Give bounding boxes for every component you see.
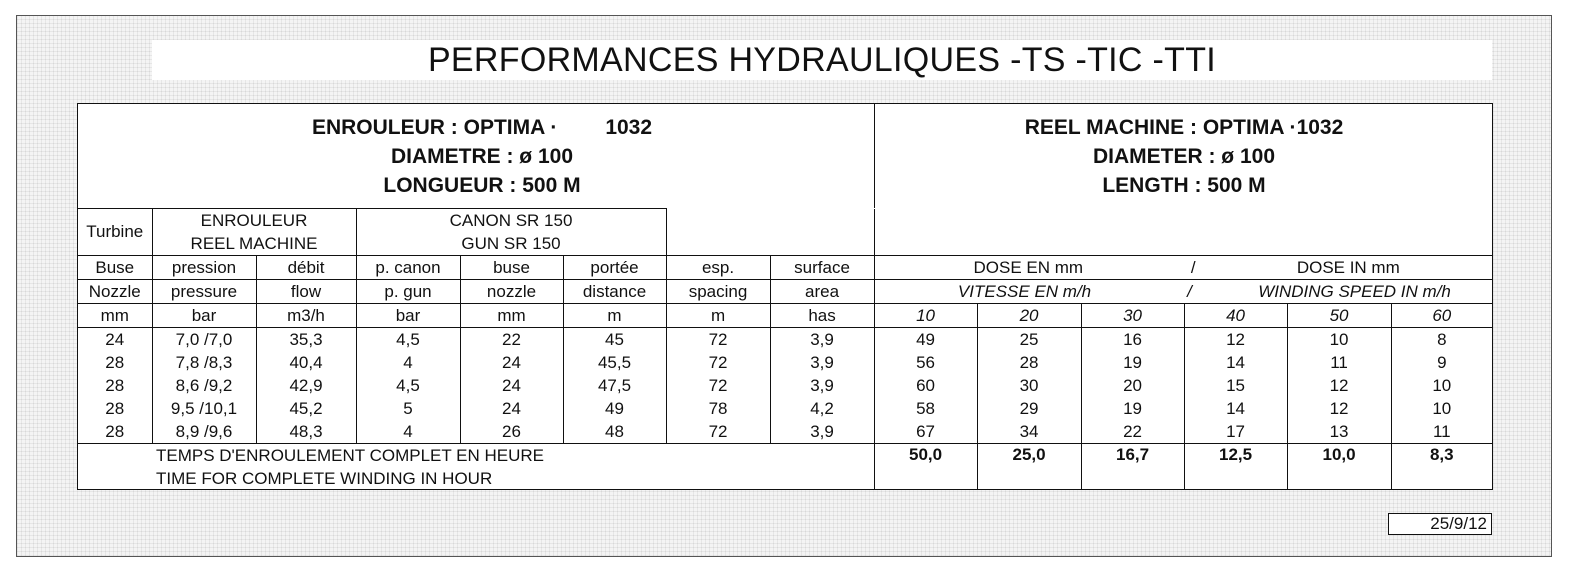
time-5: 8,3: [1391, 444, 1492, 491]
gun-header-fr: CANON SR 150: [356, 209, 666, 233]
time-2: 16,7: [1081, 444, 1184, 491]
gun-header-en: GUN SR 150: [356, 232, 666, 256]
time-1: 25,0: [977, 444, 1081, 491]
cell: 10: [1432, 375, 1452, 395]
footer-row: [78, 444, 1492, 468]
cell: 60: [874, 374, 977, 397]
table-row: [78, 351, 1492, 374]
cell: 24: [460, 397, 563, 420]
columns-fr-row: [78, 256, 1492, 280]
col-en-2: flow: [256, 280, 356, 304]
cell: 12: [1287, 374, 1391, 397]
cell: 11: [1287, 351, 1391, 374]
cell: 24: [460, 351, 563, 374]
cell: 7,0 /7,0: [152, 328, 256, 352]
reel-header-en: REEL MACHINE: [152, 232, 356, 256]
cell: 8,6 /9,2: [152, 374, 256, 397]
cell: 14: [1184, 351, 1287, 374]
cell: 40,4: [256, 351, 356, 374]
cell: 28: [78, 397, 152, 420]
cell: 48: [563, 420, 666, 444]
unit-0: mm: [78, 304, 152, 328]
cell: 28: [78, 351, 152, 374]
machine-model-fr: 1032: [605, 115, 653, 139]
cell: 4: [356, 351, 460, 374]
diameter-fr: DIAMETRE : ø 100: [390, 144, 574, 168]
col-en-1: pressure: [152, 280, 256, 304]
cell: 22: [460, 328, 563, 352]
cell: 22: [1081, 420, 1184, 444]
table-row: [78, 420, 1492, 444]
cell: 4,5: [356, 328, 460, 352]
cell: 72: [666, 328, 770, 352]
time-0: 50,0: [874, 444, 977, 491]
cell: 8,9 /9,6: [152, 420, 256, 444]
speed-5: 60: [1391, 304, 1492, 328]
table-row: [78, 374, 1492, 397]
reel-header-fr: ENROULEUR: [152, 209, 356, 233]
cell: 42,9: [256, 374, 356, 397]
page-title: [152, 40, 1492, 80]
speed-3: 40: [1184, 304, 1287, 328]
cell: 19: [1081, 397, 1184, 420]
col-en-6: spacing: [666, 280, 770, 304]
length-en: LENGTH : 500 M: [1102, 173, 1266, 197]
cell: 28: [78, 420, 152, 444]
dose-header: [874, 256, 1492, 280]
header-french: [78, 104, 874, 208]
cell: 4,5: [356, 374, 460, 397]
cell: 67: [874, 420, 977, 444]
cell: 26: [460, 420, 563, 444]
cell: 14: [1184, 397, 1287, 420]
cell: 3,9: [770, 328, 874, 352]
col-en-0: Nozzle: [78, 280, 152, 304]
unit-7: has: [770, 304, 874, 328]
col-en-3: p. gun: [356, 280, 460, 304]
unit-6: m: [666, 304, 770, 328]
unit-5: m: [563, 304, 666, 328]
speed-4: 50: [1287, 304, 1391, 328]
speed-fr: VITESSE EN m/h: [957, 281, 1092, 301]
cell: 3,9: [770, 420, 874, 444]
cell: 7,8 /8,3: [152, 351, 256, 374]
footer-label-en: TIME FOR COMPLETE WINDING IN HOUR: [156, 468, 493, 488]
col-fr-5: portée: [563, 256, 666, 280]
cell: 17: [1184, 420, 1287, 444]
cell: 28: [977, 351, 1081, 374]
dose-fr: DOSE EN mm: [973, 257, 1084, 277]
cell: 58: [874, 397, 977, 420]
cell: 30: [977, 374, 1081, 397]
footer-label-fr: TEMPS D'ENROULEMENT COMPLET EN HEURE: [78, 444, 874, 468]
col-fr-6: esp.: [666, 256, 770, 280]
cell: 47,5: [563, 374, 666, 397]
cell: 4: [356, 420, 460, 444]
cell: 56: [874, 351, 977, 374]
header-english: [874, 104, 1493, 208]
cell: 45: [563, 328, 666, 352]
speed-0: 10: [874, 304, 977, 328]
speed-1: 20: [977, 304, 1081, 328]
cell: 45,2: [256, 397, 356, 420]
cell: 20: [1081, 374, 1184, 397]
col-fr-1: pression: [152, 256, 256, 280]
machine-label-en: REEL MACHINE : OPTIMA ·: [1024, 115, 1297, 139]
cell: 24: [460, 374, 563, 397]
performance-table: [78, 208, 1492, 490]
cell: 12: [1287, 397, 1391, 420]
col-fr-2: débit: [256, 256, 356, 280]
cell: 10: [1432, 398, 1452, 418]
columns-en-row: [78, 280, 1492, 304]
unit-2: m3/h: [256, 304, 356, 328]
cell: 11: [1432, 421, 1451, 441]
cell: 28: [78, 374, 152, 397]
cell: 49: [563, 397, 666, 420]
cell: 16: [1081, 328, 1184, 352]
col-en-7: area: [770, 280, 874, 304]
col-en-5: distance: [563, 280, 666, 304]
machine-line-en: [1025, 113, 1344, 142]
cell: 45,5: [563, 351, 666, 374]
turbine-header: Turbine: [78, 209, 152, 256]
unit-3: bar: [356, 304, 460, 328]
date-stamp: 25/9/12: [1388, 513, 1492, 535]
cell: 9: [1437, 352, 1447, 372]
length-fr: LONGUEUR : 500 M: [383, 173, 581, 197]
machine-label-fr: ENROULEUR : OPTIMA ·: [311, 115, 558, 139]
col-en-4: nozzle: [460, 280, 563, 304]
cell: 24: [78, 328, 152, 352]
dose-sep: /: [1190, 257, 1196, 277]
cell: 15: [1184, 374, 1287, 397]
col-fr-4: buse: [460, 256, 563, 280]
title-text: PERFORMANCES HYDRAULIQUES -TS -TIC -TTI: [427, 40, 1217, 79]
cell: 3,9: [770, 351, 874, 374]
cell: 34: [977, 420, 1081, 444]
cell: 8: [1391, 328, 1492, 352]
diameter-en: DIAMETER : ø 100: [1092, 144, 1276, 168]
cell: 3,9: [770, 374, 874, 397]
col-fr-3: p. canon: [356, 256, 460, 280]
empty-dose-header: [874, 209, 1492, 256]
units-row: [78, 304, 1492, 328]
unit-1: bar: [152, 304, 256, 328]
machine-model-en: 1032: [1296, 115, 1344, 139]
cell: 72: [666, 374, 770, 397]
cell: 29: [977, 397, 1081, 420]
time-3: 12,5: [1184, 444, 1287, 491]
cell: 72: [666, 351, 770, 374]
performance-sheet: [77, 103, 1493, 490]
speed-sep: /: [1187, 281, 1192, 301]
cell: 13: [1287, 420, 1391, 444]
cell: 49: [874, 328, 977, 352]
time-4: 10,0: [1287, 444, 1391, 491]
table-row: [78, 328, 1492, 352]
speed-header: [874, 280, 1492, 304]
cell: 35,3: [256, 328, 356, 352]
cell: 12: [1184, 328, 1287, 352]
speed-2: 30: [1081, 304, 1184, 328]
cell: 72: [666, 420, 770, 444]
cell: 48,3: [256, 420, 356, 444]
cell: 9,5 /10,1: [152, 397, 256, 420]
unit-4: mm: [460, 304, 563, 328]
empty-header-cell: [666, 209, 874, 256]
col-fr-0: Buse: [78, 256, 152, 280]
cell: 10: [1287, 328, 1391, 352]
table-row: [78, 397, 1492, 420]
cell: 19: [1081, 351, 1184, 374]
col-fr-7: surface: [770, 256, 874, 280]
speed-en: WINDING SPEED IN m/h: [1258, 281, 1451, 301]
group-header-row: [78, 209, 1492, 233]
machine-line-fr: [312, 113, 652, 142]
cell: 4,2: [770, 397, 874, 420]
cell: 5: [356, 397, 460, 420]
cell: 78: [666, 397, 770, 420]
cell: 25: [977, 328, 1081, 352]
dose-en: DOSE IN mm: [1296, 257, 1400, 277]
